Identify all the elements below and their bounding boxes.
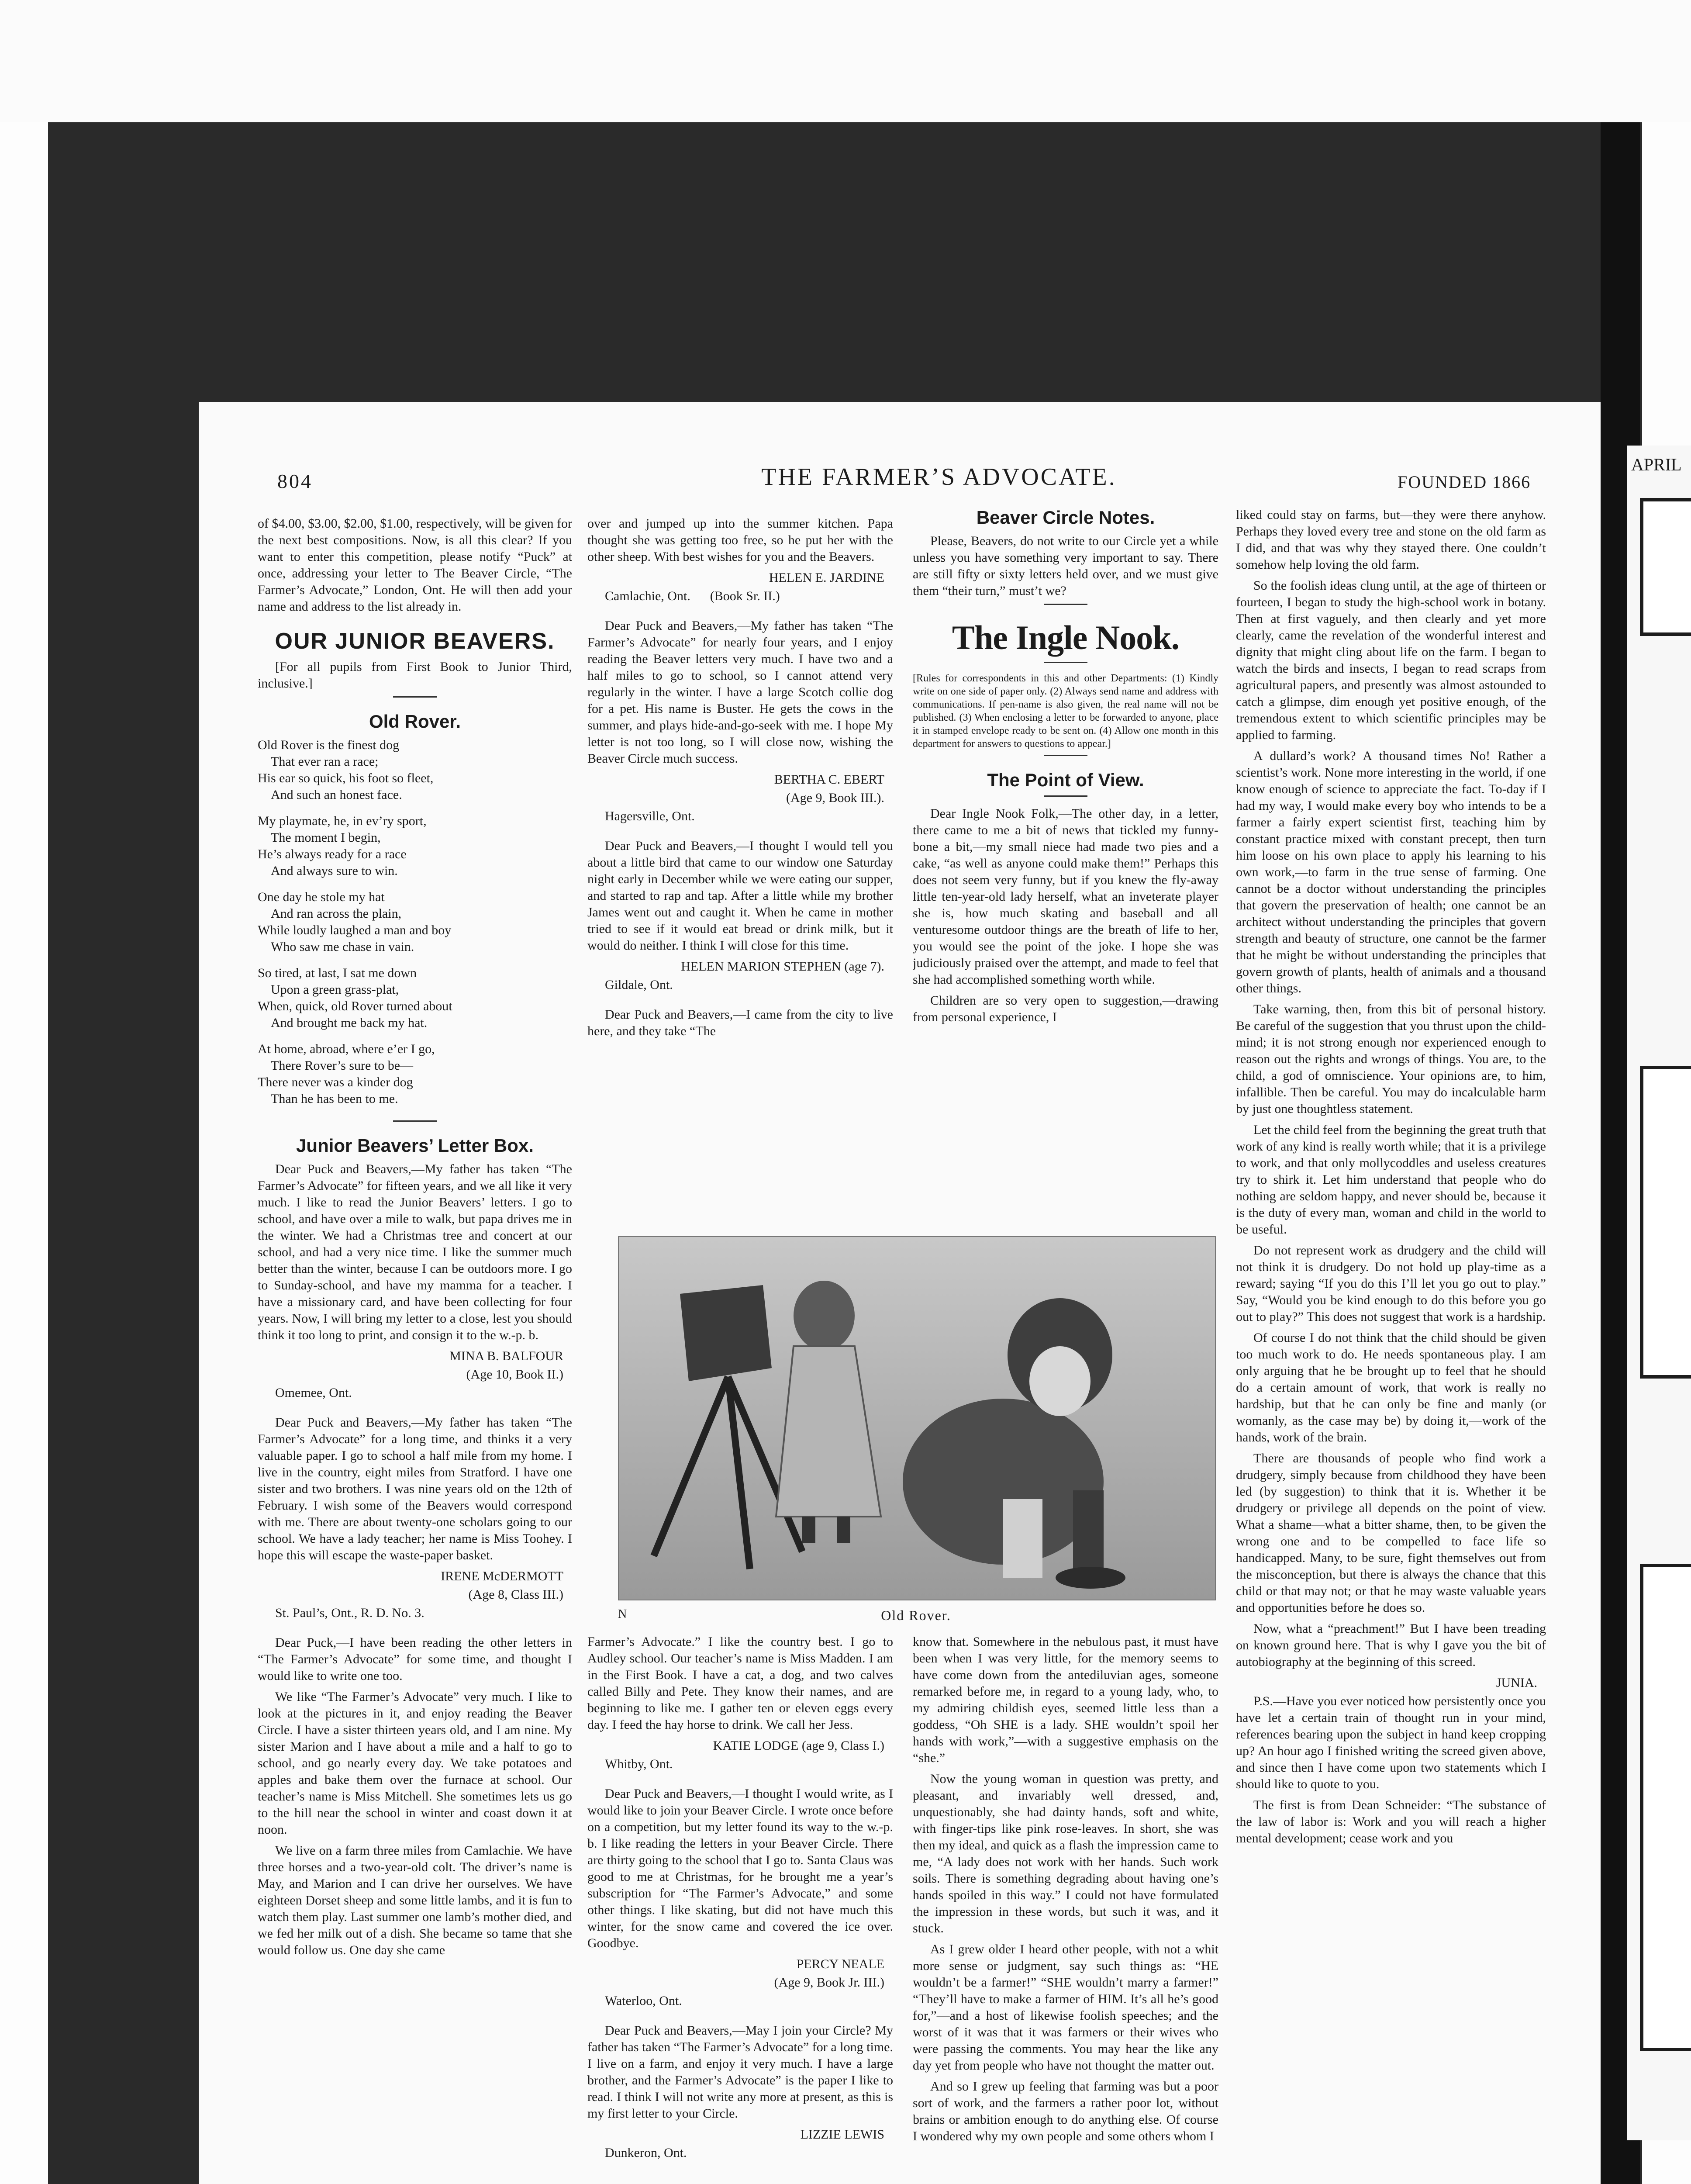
poem-line: There never was a kinder dog	[258, 1075, 413, 1089]
letter-location: Gildale, Ont.	[605, 978, 673, 992]
paragraph: Do not represent work as drudgery and the child will not think it is drudgery. Do not hold up play-time as a reward; saying “If you do this I’ll let you go out to play.” Say, “Would you be kind enough to do this before you go out to play?” This does not suggest that work is a hardship.	[1236, 1243, 1546, 1324]
letter-location: Whitby, Ont.	[605, 1757, 673, 1771]
column-1	[258, 515, 572, 2184]
poem-line: So tired, at last, I sat me down	[258, 966, 417, 980]
section-heading: Junior Beavers’ Letter Box.	[296, 1135, 534, 1156]
column-5	[587, 1634, 893, 2184]
poem-line: That ever ran a race;	[271, 754, 379, 769]
poem-line: And brought me back my hat.	[271, 1016, 428, 1030]
paragraph: Let the child feel from the beginning the great truth that work of any kind is really worth while; that it is a privilege to work, and that only mollycoddles and useless creatures try to shirk it. Let him understand that people who do nothing are seldom happy, and never should be, because it is the duty of every man, woman and child in the world to be useful.	[1236, 1123, 1546, 1237]
letter-signature-detail: (Age 8, Class III.)	[468, 1587, 563, 1602]
caption-text: Old Rover.	[881, 1607, 951, 1623]
divider	[1044, 662, 1087, 663]
letter-signature: HELEN MARION STEPHEN (age 7).	[681, 959, 884, 974]
film-border-top	[0, 0, 1691, 122]
letter-location: Hagersville, Ont.	[605, 809, 695, 823]
poem-line: My playmate, he, in ev’ry sport,	[258, 814, 427, 828]
letter-signature: LIZZIE LEWIS	[800, 2127, 884, 2142]
letter: We live on a farm three miles from Camlachie. We have three horses and a two-year-old colt. The driver’s name is May, and Marion and I can drive her ourselves. We have eighteen Dorset sheep and some little lambs, and it is fun to watch them play. Last summer one lamb’s mother died, and we fed her milk out of a dish. She became so tame that she would follow us. One day she came	[258, 1843, 572, 1957]
paragraph: Dear Ingle Nook Folk,—The other day, in a letter, there came to me a bit of news that tickled my funny-bone a bit,—my small niece had made two pies and a cake, “as well as anyone could make them!” Perhaps this does not seem very funny, but if you knew the fly-away little ten-year-old lady herself, what an inveterate player she is, how much skating and baseball and all venturesome outdoor things are the breath of life to her, you would see the point of the joke. I hope she was judiciously praised over the attempt, and made to feel that she had accomplished something worth while.	[913, 806, 1218, 987]
letter-location	[587, 588, 893, 605]
paragraph: So the foolish ideas clung until, at the age of thirteen or fourteen, I began to study the high-school work in botany. Then at first vaguely, and then clearly and yet more clearly, came the revelation of the wonderful interest and dignity that might cling about life on the farm. I began to watch the birds and insects, I began to read scraps from agricultural papers, and presently was almost astounded to catch a glimpse, dim enough yet positive enough, of the tremendous extent to which scientific principles may be applied to farming.	[1236, 578, 1546, 742]
paragraph: P.S.—Have you ever noticed how persistently once you have let a certain train of thought run in your mind, references bearing upon the subject in hand keep cropping up? An hour ago I finished writing the screed given above, and since then I have come upon two statements which I should like to quote to you.	[1236, 1694, 1546, 1791]
photo-girl-with-dog	[618, 1236, 1216, 1600]
paragraph: A dullard’s work? A thousand times No! Rather a scientist’s work. None more interesting in the world, if one know enough of science to appreciate the fact. To-day if I had my way, I would make every boy who intends to be a farmer a fairly expert scientist first, teaching him by constant practice mixed with constant precept, then turn him loose on his own place to apply his learning to his own work,—to farm in the true sense of farming. One cannot be a doctor without understanding the principles that govern the preservation of health; one cannot be an architect without understanding the principles that govern strength and beauty of structure, one cannot be the farmer that he might be without understanding the principles that govern growth of plants, health of animals and a thousand other things.	[1236, 749, 1546, 995]
paragraph: Please, Beavers, do not write to our Circle yet a while unless you have something very important to say. There are still fifty or sixty letters held over, and we must give them “their turn,” must’t we?	[913, 534, 1218, 598]
letter: Dear Puck and Beavers,—My father has taken “The Farmer’s Advocate” for a long time, and thinks it a very valuable paper. I go to school a half mile from my home. I live in the country, eight miles from Stratford. I have one sister and two brothers. I was nine years old on the 12th of February. I wish some of the Beavers would correspond with me. There are about twenty-one scholars going to our school. We have a lady teacher; her name is Miss Toohey. I hope this will escape the waste-paper basket.	[258, 1415, 572, 1562]
section-heading: OUR JUNIOR BEAVERS.	[275, 629, 555, 654]
letter: Dear Puck and Beavers,—May I join your Circle? My father has taken “The Farmer’s Advocate” for a long time. I live on a farm, and enjoy it very much. I have a large brother, and the Farmer’s Advocate” is the paper I like to read. I think I will not write any more at present, as this is my first letter to your Circle.	[587, 2023, 893, 2121]
founded-label: FOUNDED 1866	[1398, 472, 1531, 492]
letter-location: Omemee, Ont.	[275, 1386, 352, 1400]
paragraph: know that. Somewhere in the nebulous past, it must have been when I was very little, for the memory seems to have come down from the antediluvian ages, someone remarked before me, in regard to a young lady, who, to my admiring childish eyes, seemed little less than a goddess, “Oh SHE is a lady. SHE wouldn’t spoil her hands with work,”—with a suggestive emphasis on the “she.”	[913, 1635, 1218, 1765]
poem-line: One day he stole my hat	[258, 890, 385, 904]
section-heading: The Ingle Nook.	[952, 619, 1180, 657]
letter-signature: KATIE LODGE (age 9, Class I.)	[713, 1738, 884, 1753]
divider	[393, 1120, 437, 1122]
ad-box	[1640, 498, 1691, 636]
paragraph: of $4.00, $3.00, $2.00, $1.00, respectively, will be given for the next best compositions. Now, is all this clear? If you want to enter this competition, please notify “Puck” at once, addressing your letter to The Beaver Circle, “The Farmer’s Advocate,” London, Ont. He will then add your name and address to the list already in.	[258, 516, 572, 614]
rules-note: [Rules for correspondents in this and other Departments: (1) Kindly write on one side of paper only. (2) Always send name and address with communications. If pen-name is also given, the real name will not be published. (3) When enclosing a letter to be forwarded to anyone, place it in stamped envelope ready to be sent on. (4) Allow one month in this department for answers to questions to appear.]	[913, 673, 1218, 750]
poem-line: The moment I begin,	[271, 830, 381, 845]
masthead-title: THE FARMER’S ADVOCATE.	[761, 463, 1117, 491]
paragraph: And so I grew up feeling that farming was but a poor sort of work, and the farmers a rather poor lot, without brains or ambition enough to do anything else. Of course I wondered why my own people and some others whom I	[913, 2079, 1218, 2143]
poem-title: Old Rover.	[369, 711, 461, 732]
divider	[1044, 755, 1087, 756]
adjacent-page-label: APRIL	[1631, 455, 1682, 474]
column-6	[913, 1634, 1218, 2184]
engraving-illustration	[619, 1237, 1215, 1600]
paragraph: liked could stay on farms, but—they were there anyhow. Perhaps they loved every tree and stone on the old farm as I did, and that was why they stayed there. One couldn’t somehow help loving the old farm.	[1236, 508, 1546, 572]
paragraph: Now, what a “preachment!” But I have been treading on known ground here. That is why I gave you the bit of autobiography at the beginning of this screed.	[1236, 1621, 1546, 1669]
section-heading: Beaver Circle Notes.	[976, 507, 1155, 528]
letter-signature: IRENE McDERMOTT	[441, 1569, 563, 1583]
poem	[258, 737, 572, 1107]
ad-box	[1640, 1066, 1691, 1379]
photo-caption	[618, 1607, 1214, 1624]
poem-line: When, quick, old Rover turned about	[258, 999, 452, 1013]
section-note: [For all pupils from First Book to Junior Third, inclusive.]	[258, 660, 572, 691]
paragraph: Children are so very open to suggestion,—drawing from personal experience, I	[913, 993, 1218, 1024]
letter-signature: BERTHA C. EBERT	[774, 772, 884, 787]
poem-line: He’s always ready for a race	[258, 847, 407, 861]
poem-line: His ear so quick, his foot so fleet,	[258, 771, 434, 785]
poem-line: There Rover’s sure to be—	[271, 1058, 414, 1073]
letter-signature-detail: (Age 9, Book Jr. III.)	[774, 1975, 884, 1990]
column-4	[1236, 507, 1546, 2184]
letter: Dear Puck and Beavers,—My father has taken “The Farmer’s Advocate” for nearly four years, and I enjoy reading the Beaver letters very much. I have two and a half miles to go to school, so I cannot attend very regularly in the winter. I have a large Scotch collie dog for a pet. His name is Buster. He gets the cows in the summer, and plays hide-and-go-seek with me. I hope My letter is not too long, so I will close now, wishing the Beaver Circle much success.	[587, 619, 893, 766]
letter: We like “The Farmer’s Advocate” very much. I like to look at the pictures in it, and enjoy reading the Beaver Circle. I have a sister thirteen years old, and I am nine. My sister Marion and I have about a mile and a half to go to school, and go nearly every day. We take potatoes and apples and bake them over the furnace at school. Our teacher’s name is Miss Mitchell. She sometimes lets us go to the hill near the school in winter and coast down it at noon.	[258, 1690, 572, 1837]
column-2	[587, 515, 893, 1223]
poem-line: At home, abroad, where e’er I go,	[258, 1042, 435, 1056]
divider	[393, 696, 437, 698]
ad-box	[1640, 1564, 1691, 2051]
letter: Dear Puck,—I have been reading the other letters in “The Farmer’s Advocate” for some time, and thought I would like to write one too.	[258, 1635, 572, 1683]
paragraph: Now the young woman in question was pretty, and pleasant, and invariably well dressed, and, unquestionably, she had dainty hands, soft and white, with finger-tips like pink rose-leaves. In short, she was then my ideal, and quick as a flash the impression came to me, “A lady does not work with her hands. Such work soils. There is something degrading about having one’s hands spoiled in this way.” I could not have formulated the impression in these words, but such it was, and it stuck.	[913, 1772, 1218, 1935]
paragraph: There are thousands of people who find work a drudgery, simply because from childhood they have been led (by suggestion) to think that it is. Whether it be drudgery or privilege all depends on the point of view. What a shame—what a bitter shame, then, to be given the wrong one and to be compelled to face life so handicapped. Many, to be sure, fight themselves out from the misconception, but there is always the chance that this child or that may not; or that he may waste valuable years and opportunities before he does so.	[1236, 1451, 1546, 1615]
letter-signature-detail: (Age 9, Book III.).	[786, 791, 884, 805]
column-3	[913, 507, 1218, 1223]
poem-line: Upon a green grass-plat,	[271, 982, 399, 997]
letter-location: Waterloo, Ont.	[605, 1994, 682, 2008]
divider	[1044, 604, 1087, 605]
paragraph: The first is from Dean Schneider: “The substance of the law of labor is: Work and you will reach a higher mental development; cease work and you	[1236, 1798, 1546, 1845]
paragraph: Of course I do not think that the child should be given too much work to do. He needs spontaneous play. I am only arguing that he be brought up to feel that he should do a certain amount of work, that work is really no hardship, but that he can only be fine and manly (or womanly, as the case may be) by doing it,—work of the hands, work of the brain.	[1236, 1330, 1546, 1444]
letter-signature-detail: (Age 10, Book II.)	[466, 1367, 563, 1382]
poem-line: Who saw me chase in vain.	[271, 940, 414, 954]
paragraph: Take warning, then, from this bit of personal history. Be careful of the suggestion that you thrust upon the child-mind; it is not strong enough nor experienced enough to reason out the rights and wrongs of things. You are, to the child, a god of omniscience. Your opinions are, to him, infallible. Then be careful. You may do incalculable harm by just one thoughtless statement.	[1236, 1002, 1546, 1116]
poem-line: Than he has been to me.	[271, 1092, 398, 1106]
page-number: 804	[277, 470, 313, 492]
letter-location: St. Paul’s, Ont., R. D. No. 3.	[275, 1606, 424, 1620]
letter-signature: HELEN E. JARDINE	[769, 570, 884, 585]
letter: Dear Puck and Beavers,—I thought I would write, as I would like to join your Beaver Circle. I wrote once before on a competition, but my letter found its way to the w.-p. b. I like reading the letters in your Beaver Circle. There are thirty going to the school that I go to. Santa Claus was good to me at Christmas, for he brought me a year’s subscription for “The Farmer’s Advocate,” and some other things. I like skating, but did not have much this winter, for the snow came and covered the ice over. Goodbye.	[587, 1787, 893, 1950]
poem-line: While loudly laughed a man and boy	[258, 923, 452, 937]
section-heading: The Point of View.	[987, 770, 1144, 790]
adjacent-page-strip	[1627, 446, 1691, 2140]
location-text: Camlachie, Ont.	[605, 589, 690, 603]
divider	[1044, 795, 1087, 797]
camera-shape	[680, 1285, 772, 1381]
letter-signature: MINA B. BALFOUR	[449, 1349, 563, 1363]
paragraph: As I grew older I heard other people, with not a whit more sense or judgment, say such things as: “HE wouldn’t be a farmer!” “SHE wouldn’t marry a farmer!” “They’ll have to make a farmer of HIM. It’s all he’s good for,”—and a host of likewise foolish speeches; and the worst of it was that it was farmers or their wives who were passing the comments. You may hear the like any day yet from people who have not thought the matter out.	[913, 1942, 1218, 2073]
poem-line: And such an honest face.	[271, 788, 402, 802]
letter: Dear Puck and Beavers,—I came from the city to live here, and they take “The	[587, 1007, 893, 1038]
location-detail: (Book Sr. II.)	[710, 589, 780, 603]
paragraph: Farmer’s Advocate.” I like the country best. I go to Audley school. Our teacher’s name is Miss Madden. I am in the First Book. I have a cat, a dog, and two calves called Billy and Pete. They know their names, and are beginning to like me. I gather ten or eleven eggs every day. I feed the hay horse to drink. We call her Jess.	[587, 1635, 893, 1732]
poem-line: And always sure to win.	[271, 864, 398, 878]
caption-mark: N	[618, 1607, 628, 1621]
letter: Dear Puck and Beavers,—My father has taken “The Farmer’s Advocate” for fifteen years, and we all like it very much. I like to read the Junior Beavers’ letters. I go to school, and have over a mile to walk, but papa drives me in the winter. We had a Christmas tree and concert at our school, and had a very nice time. I like the summer much better than the winter, because I can be outdoors more. I go to Sunday-school, and have my mamma for a teacher. I have a missionary card, and have been collecting for four years. Now, I will bring my letter to a close, lest you should think it too long to print, and consign it to the w.-p. b.	[258, 1162, 572, 1342]
letter-signature: PERCY NEALE	[796, 1957, 884, 1971]
letter: Dear Puck and Beavers,—I thought I would tell you about a little bird that came to our window one Saturday night early in December while we were eating our supper, and started to rap and tap. After a little while my brother James went out and caught it. When he came in mother tried to see if it would eat bread or drink milk, but it would do neither. I think I will close for this time.	[587, 839, 893, 953]
poem-line: Old Rover is the finest dog	[258, 738, 400, 752]
letter-location: Dunkeron, Ont.	[605, 2146, 687, 2160]
poem-line: And ran across the plain,	[271, 906, 402, 921]
paragraph: over and jumped up into the summer kitchen. Papa thought she was getting too free, so he put her with the other sheep. With best wishes for you and the Beavers.	[587, 516, 893, 564]
signature: JUNIA.	[1496, 1676, 1537, 1690]
